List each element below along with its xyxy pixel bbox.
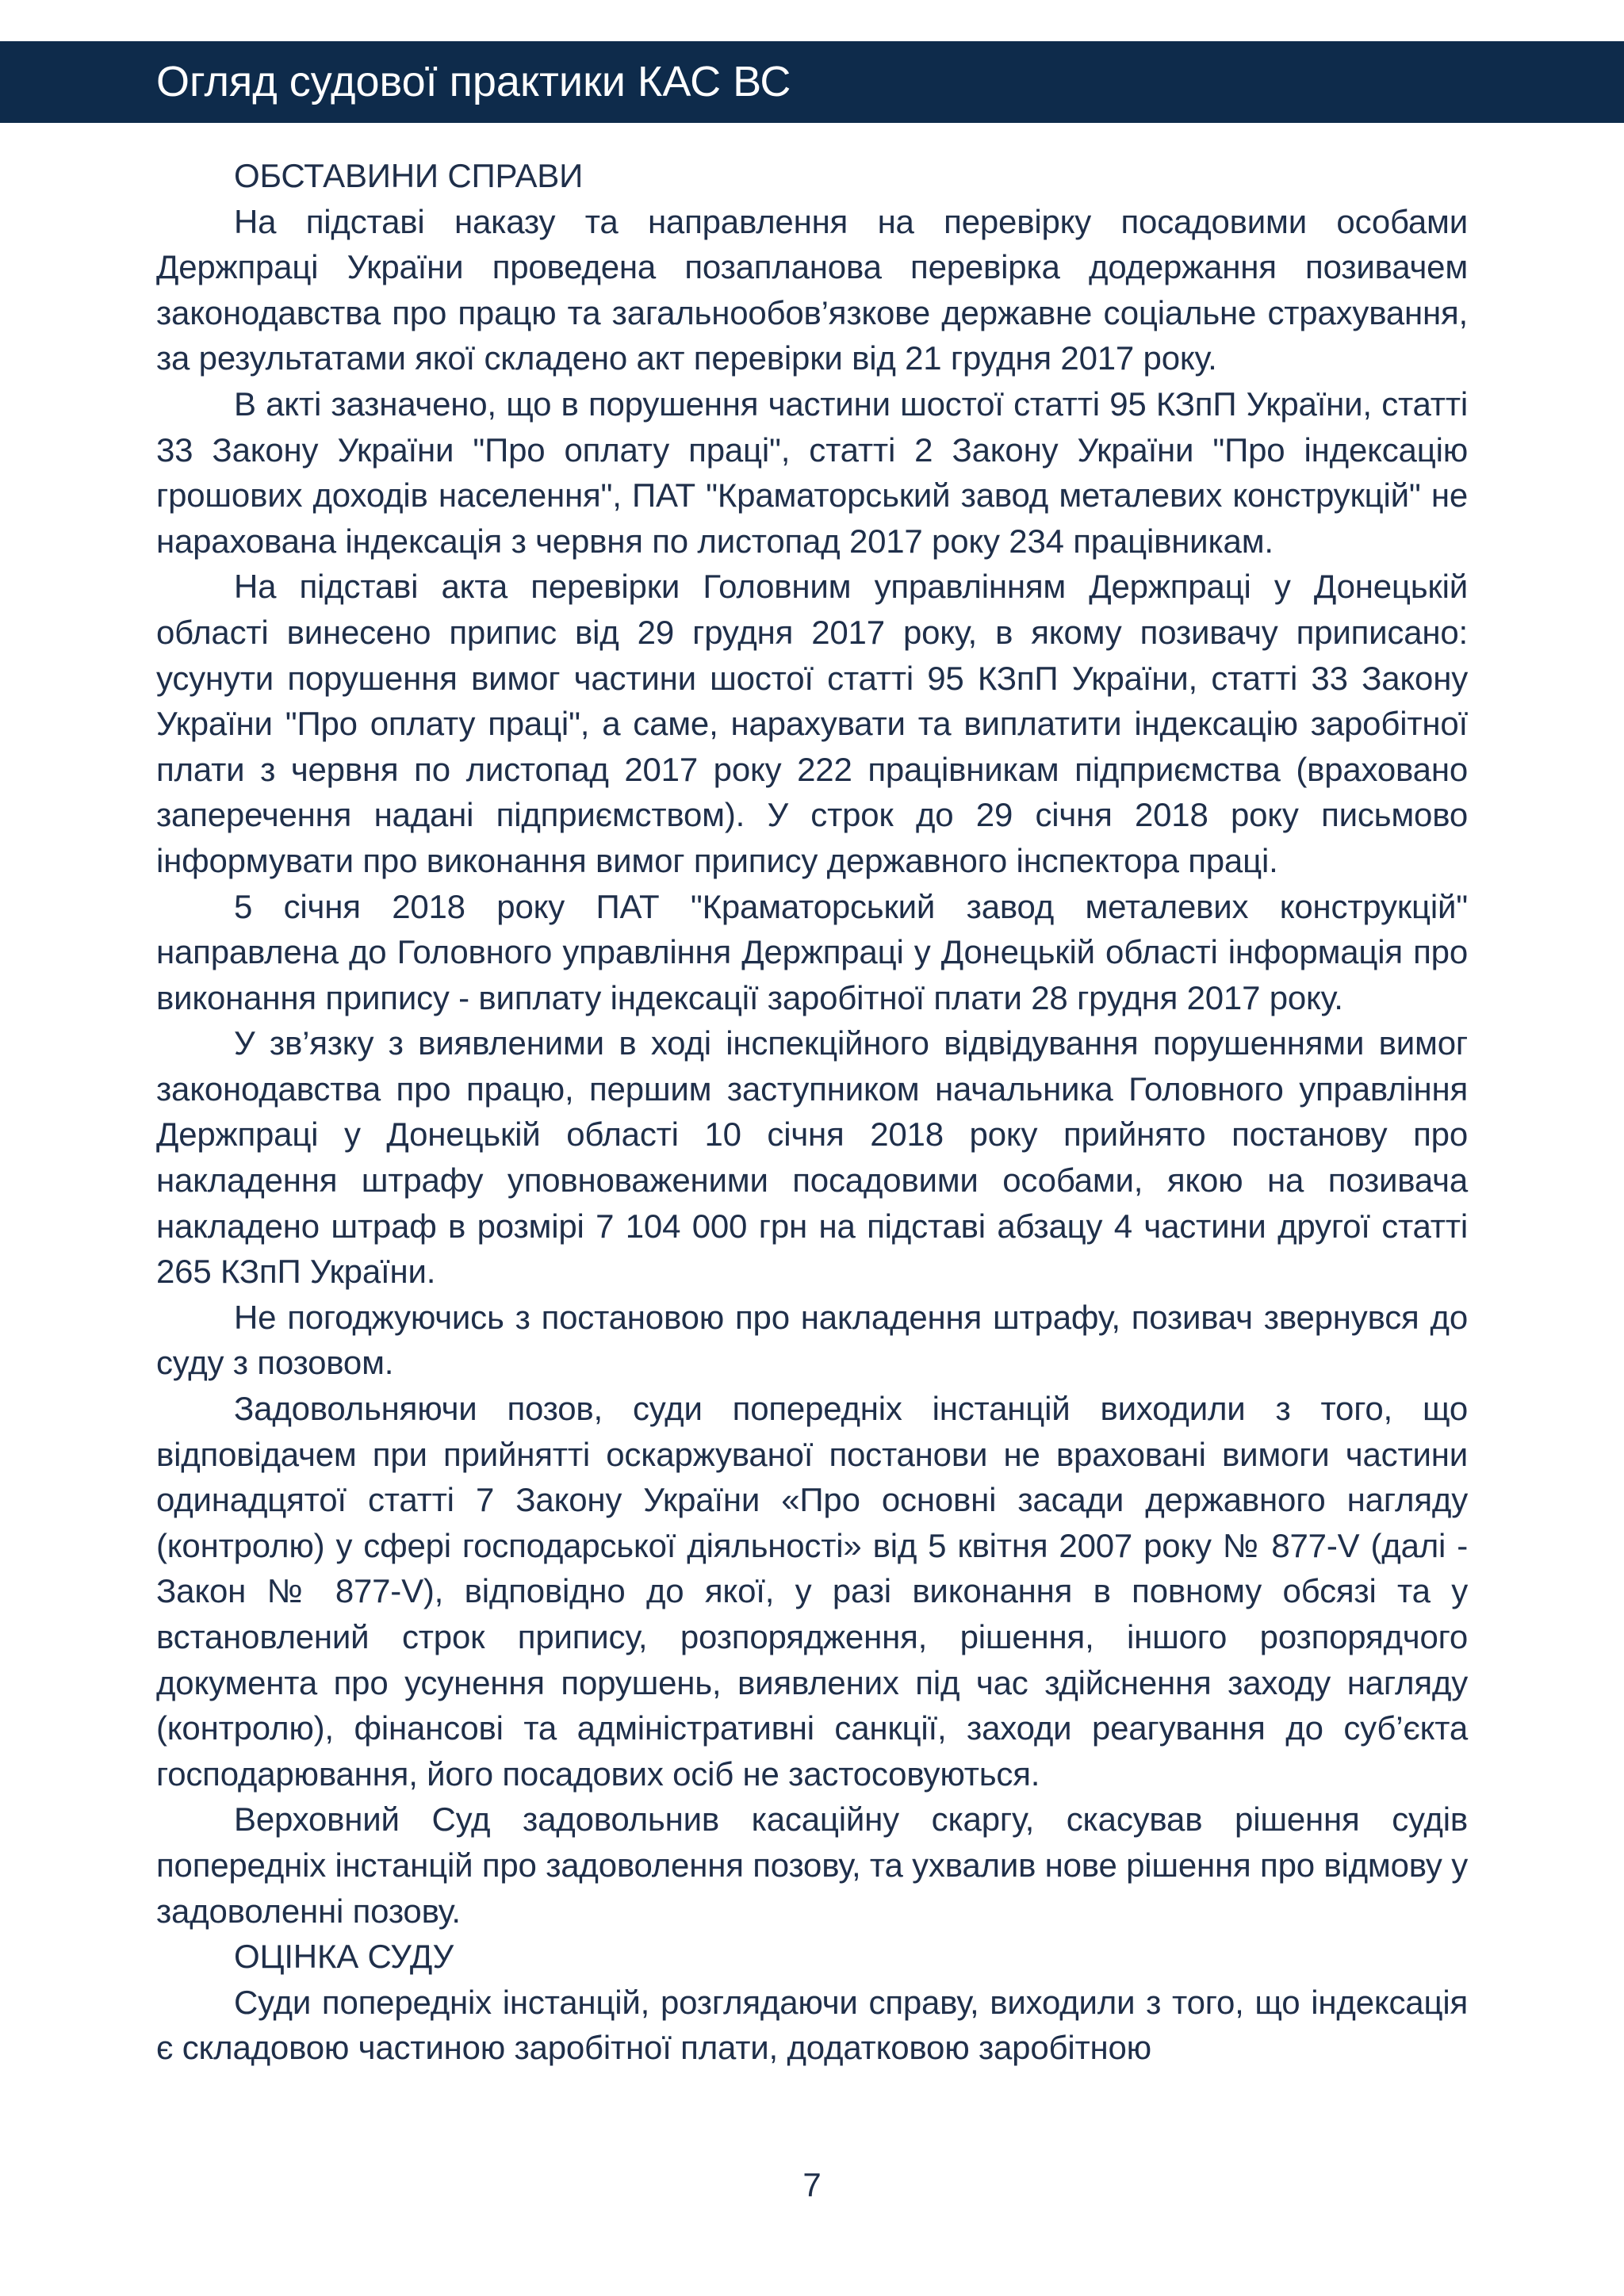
document-body: [156, 153, 1468, 2071]
header-title: Огляд судової практики КАС ВС: [156, 58, 791, 105]
header-band: [0, 41, 1624, 123]
paragraph: Задовольняючи позов, суди попередніх інстанцій виходили з того, що відповідачем при прийнятті оскаржуваної постанови не враховані вимоги частини одинадцятої статті 7 Закону України «Про основні засади державного нагляду (контролю) у сфері господарської діяльності» від 5 квітня 2007 року № 877-V (далі - Закон № 877-V), відповідно до якої, у разі виконання в повному обсязі та у встановлений строк припису, розпорядження, рішення, іншого розпорядчого документа про усунення порушень, виявлених під час здійснення заходу нагляду (контролю), фінансові та адміністративні санкції, заходи реагування до суб’єкта господарювання, його посадових осіб не застосовуються.: [156, 1390, 1468, 1793]
paragraph: На підставі наказу та направлення на перевірку посадовими особами Держпраці України проведена позапланова перевірка додержання позивачем законодавства про працю та загальнообов’язкове державне соціальне страхування, за результатами якої складено акт перевірки від 21 грудня 2017 року.: [156, 202, 1468, 377]
section-heading-assessment: ОЦІНКА СУДУ: [234, 1938, 454, 1976]
paragraph: Верховний Суд задовольнив касаційну скаргу, скасував рішення судів попередніх інстанцій про задоволення позову, та ухвалив нове рішення про відмову у задоволенні позову.: [156, 1800, 1468, 1930]
section-heading-circumstances: ОБСТАВИНИ СПРАВИ: [234, 157, 584, 194]
paragraph: Не погоджуючись з постановою про накладення штрафу, позивач звернувся до суду з позовом.: [156, 1298, 1468, 1382]
paragraph: На підставі акта перевірки Головним управлінням Держпраці у Донецькій області винесено припис від 29 грудня 2017 року, в якому позивачу приписано: усунути порушення вимог частини шостої статті 95 КЗпП України, статті 33 Закону України "Про оплату праці", а саме, нарахувати та виплатити індексацію заробітної плати з червня по листопад 2017 року 222 працівникам підприємства (враховано заперечення надані підприємством). У строк до 29 січня 2018 року письмово інформувати про виконання вимог припису державного інспектора праці.: [156, 568, 1468, 879]
paragraph: В акті зазначено, що в порушення частини шостої статті 95 КЗпП України, статті 33 Закону України "Про оплату праці", статті 2 Закону України "Про індексацію грошових доходів населення", ПАТ "Краматорський завод металевих конструкцій" не нарахована індексація з червня по листопад 2017 року 234 працівникам.: [156, 385, 1468, 560]
page-number: 7: [802, 2166, 822, 2203]
paragraph: У зв’язку з виявленими в ході інспекційного відвідування порушеннями вимог законодавства про працю, першим заступником начальника Головного управління Держпраці у Донецькій області 10 січня 2018 року прийнято постанову про накладення штрафу уповноваженими посадовими особами, якою на позивача накладено штраф в розмірі 7 104 000 грн на підставі абзацу 4 частини другої статті 265 КЗпП України.: [156, 1024, 1468, 1291]
paragraph: Суди попередніх інстанцій, розглядаючи справу, виходили з того, що індексація є складовою частиною заробітної плати, додатковою заробітною: [156, 1983, 1468, 2067]
paragraph: 5 січня 2018 року ПАТ "Краматорський завод металевих конструкцій" направлена до Головного управління Держпраці у Донецькій області інформація про виконання припису - виплату індексації заробітної плати 28 грудня 2017 року.: [156, 887, 1468, 1016]
